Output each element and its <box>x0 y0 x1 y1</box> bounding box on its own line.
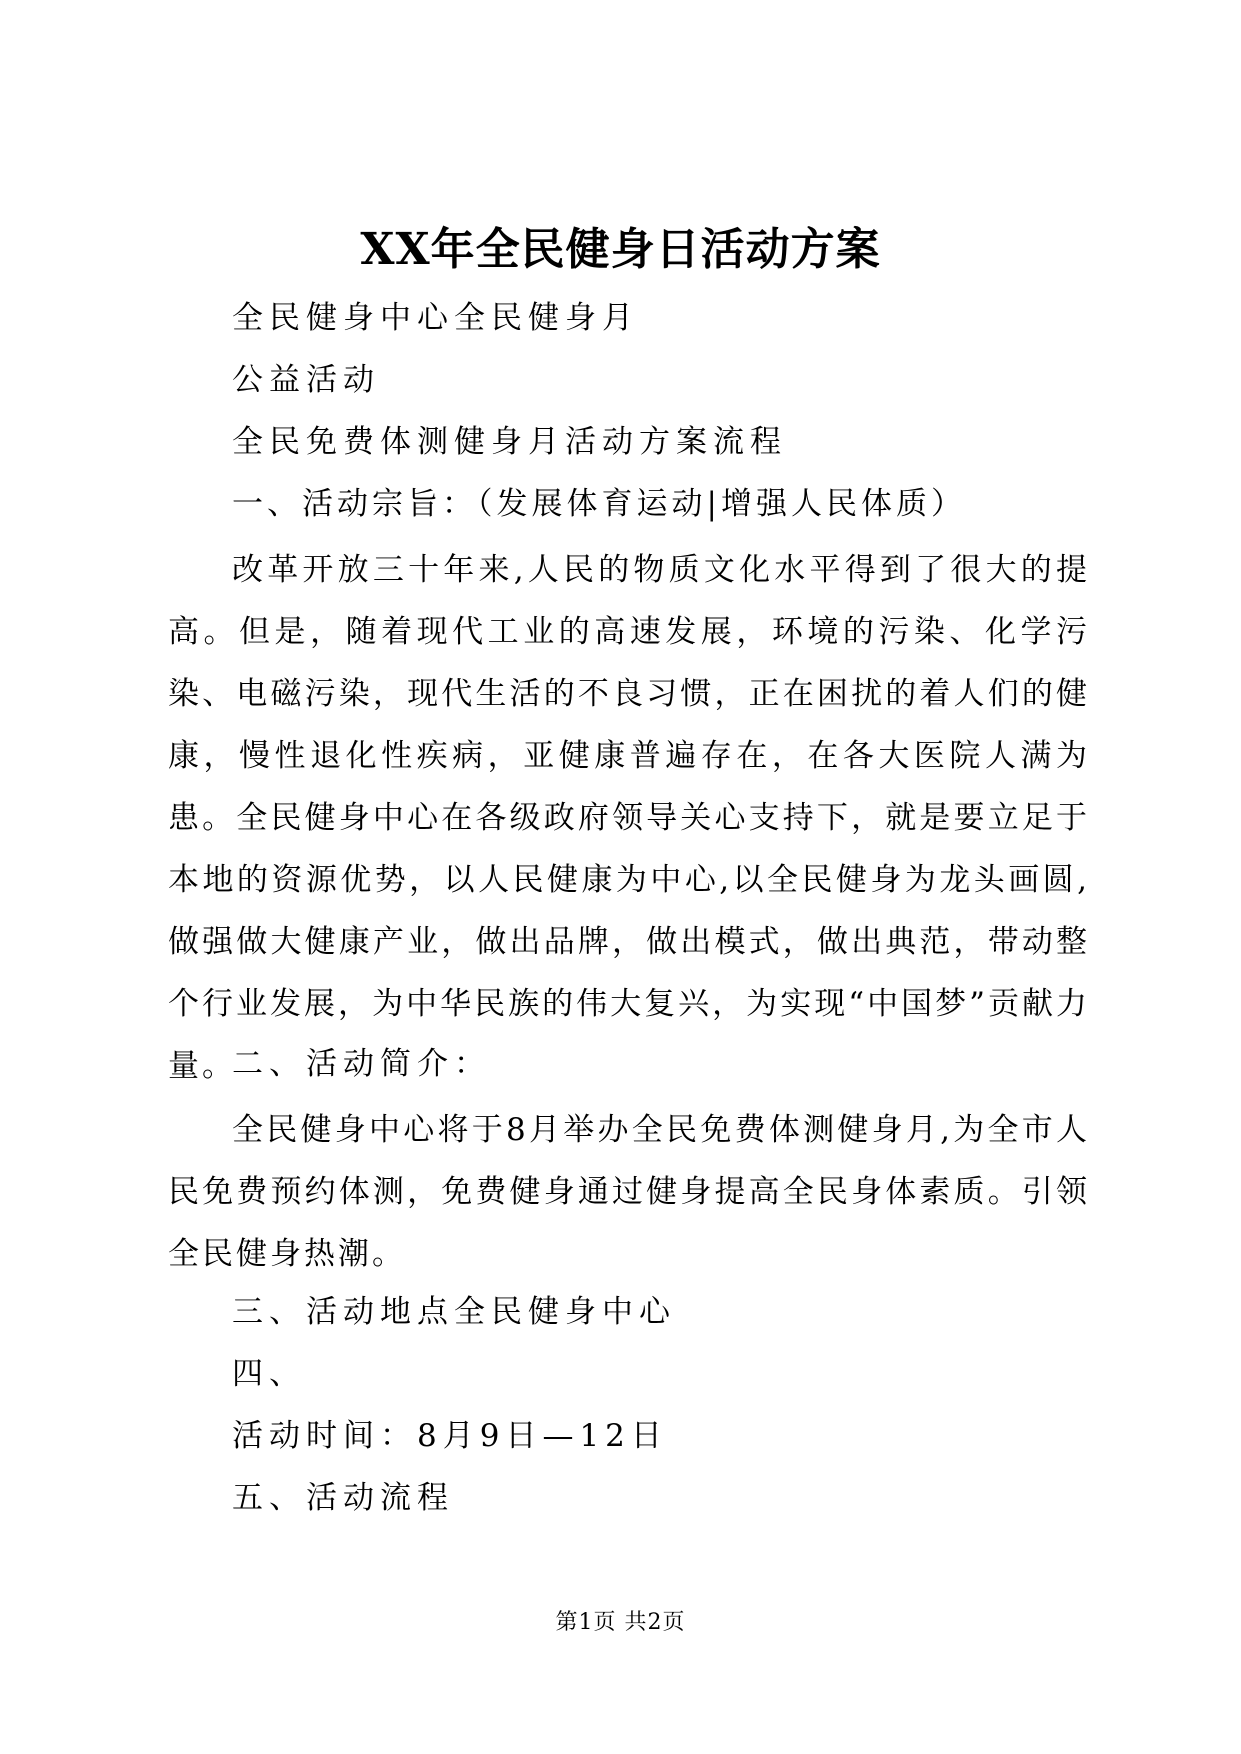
section-4-heading: 四、 <box>232 1356 306 1392</box>
document-title: XX年全民健身日活动方案 <box>360 224 881 275</box>
subtitle-line-2: 公益活动 <box>232 362 380 398</box>
subtitle-line-1: 全民健身中心全民健身月 <box>232 300 639 336</box>
section-2-body: 全民健身中心将于8月举办全民免费体测健身月,为全市人民免费预约体测，免费健身通过健身提高全民身体素质。引领全民健身热潮。 <box>168 1112 1090 1272</box>
section-1-heading: 一、活动宗旨：（发展体育运动|增强人民体质） <box>232 486 966 522</box>
section-1-body: 改革开放三十年来,人民的物质文化水平得到了很大的提高。但是，随着现代工业的高速发展，环境的污染、化学污染、电磁污染，现代生活的不良习惯，正在困扰的着人们的健康，慢性退化性疾病，亚健康普遍存在，在各大医院人满为患。全民健身中心在各级政府领导关心支持下，就是要立足于本地的资源优势，以人民健康为中心,以全民健身为龙头画圆,做强做大健康产业，做出品牌，做出模式，做出典范，带动整个行业发展，为中华民族的伟大复兴，为实现“中国梦”贡献力量。 <box>168 552 1090 1084</box>
section-3-heading: 三、活动地点全民健身中心 <box>232 1294 676 1330</box>
section-4-body: 活动时间：8月9日—12日 <box>232 1418 668 1454</box>
section-5-heading: 五、活动流程 <box>232 1480 454 1516</box>
section-2-heading: 二、活动简介： <box>232 1046 491 1082</box>
subtitle-line-3: 全民免费体测健身月活动方案流程 <box>232 424 787 460</box>
page-footer: 第1页 共2页 <box>555 1610 686 1635</box>
